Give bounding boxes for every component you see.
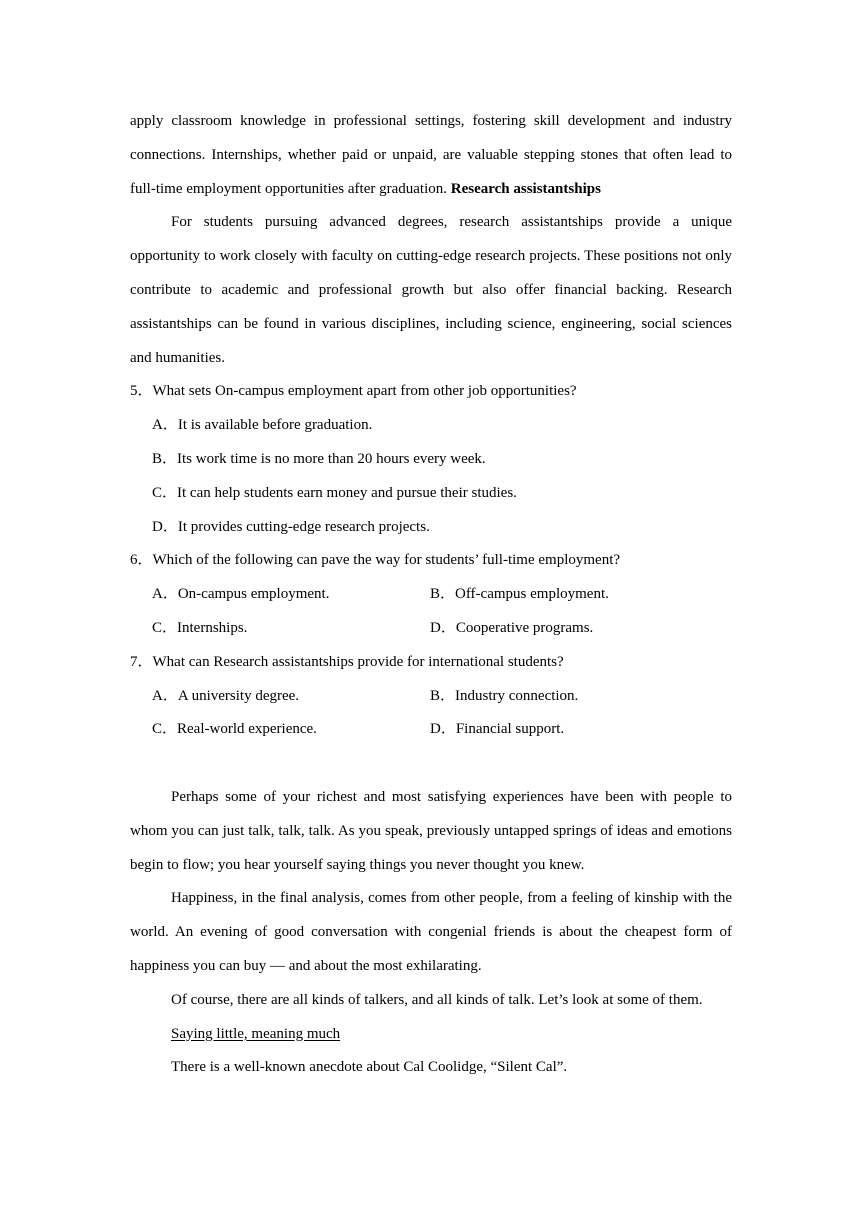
subheading-saying-little: Saying little, meaning much (171, 1025, 341, 1042)
question-text: Which of the following can pave the way for students’ full-time employment? (152, 552, 621, 569)
question-6-stem (130, 544, 732, 578)
question-text: What can Research assistantships provide for international students? (152, 653, 564, 670)
paragraph-text: apply classroom knowledge in professional settings, fostering skill development and industry connections. Internships, whether paid or unpaid, are valuable stepping stones that often lead to full-time employment opportunities after graduation. (130, 113, 732, 197)
question-5-stem (130, 375, 732, 409)
option-b: B．Its work time is no more than 20 hours every week. (152, 450, 486, 467)
option-c: C．Real-world experience. (152, 721, 317, 738)
option-d: D．Financial support. (430, 721, 565, 738)
paragraph-research-assistantships: For students pursuing advanced degrees, research assistantships provide a unique opportunity to work closely with faculty on cutting-edge research projects. These positions not only contribute to academic and professional growth but also offer financial backing. Research assistantships can be found in various disciplines, including science, engineering, social sciences and humanities. (130, 214, 732, 366)
question-7-stem (130, 646, 732, 680)
paragraph-talk-2: Happiness, in the final analysis, comes from other people, from a feeling of kinship with the world. An evening of good conversation with congenial friends is about the cheapest form of happiness you can buy — and about the most exhilarating. (130, 890, 732, 974)
option-a: A．It is available before graduation. (152, 417, 373, 434)
question-text: What sets On-campus employment apart from other job opportunities? (152, 383, 577, 400)
paragraph-talk-4: There is a well-known anecdote about Cal Coolidge, “Silent Cal”. (171, 1059, 568, 1076)
document-body (130, 105, 732, 1085)
question-number: 5． (130, 383, 153, 400)
option-row (152, 713, 732, 747)
question-number: 7． (130, 653, 153, 670)
question-6-options (152, 578, 732, 646)
paragraph-talk-3: Of course, there are all kinds of talkers, and all kinds of talk. Let’s look at some of them. (171, 991, 703, 1008)
option-d: D．It provides cutting-edge research projects. (152, 518, 430, 535)
option-row (152, 612, 732, 646)
option-d: D．Cooperative programs. (430, 619, 594, 636)
question-number: 6． (130, 552, 153, 569)
question-7-options (152, 680, 732, 748)
paragraph-talk-1: Perhaps some of your richest and most satisfying experiences have been with people to whom you can just talk, talk, talk. As you speak, previously untapped springs of ideas and emotions begin to flow; you hear yourself saying things you never thought you knew. (130, 788, 732, 873)
section-gap (130, 747, 732, 781)
option-row (152, 680, 732, 714)
question-7 (130, 646, 732, 747)
option-row (152, 578, 732, 612)
option-b: B．Off-campus employment. (430, 586, 609, 603)
option-c: C．It can help students earn money and pursue their studies. (152, 484, 517, 501)
question-5 (130, 375, 732, 544)
question-6 (130, 544, 732, 645)
option-a: A．A university degree. (152, 687, 300, 704)
option-c: C．Internships. (152, 619, 248, 636)
option-a: A．On-campus employment. (152, 586, 330, 603)
paragraph-internships (130, 105, 732, 206)
section-heading-research-assistantships: Research assistantships (450, 180, 601, 197)
question-5-options (152, 409, 732, 544)
option-b: B．Industry connection. (430, 687, 579, 704)
